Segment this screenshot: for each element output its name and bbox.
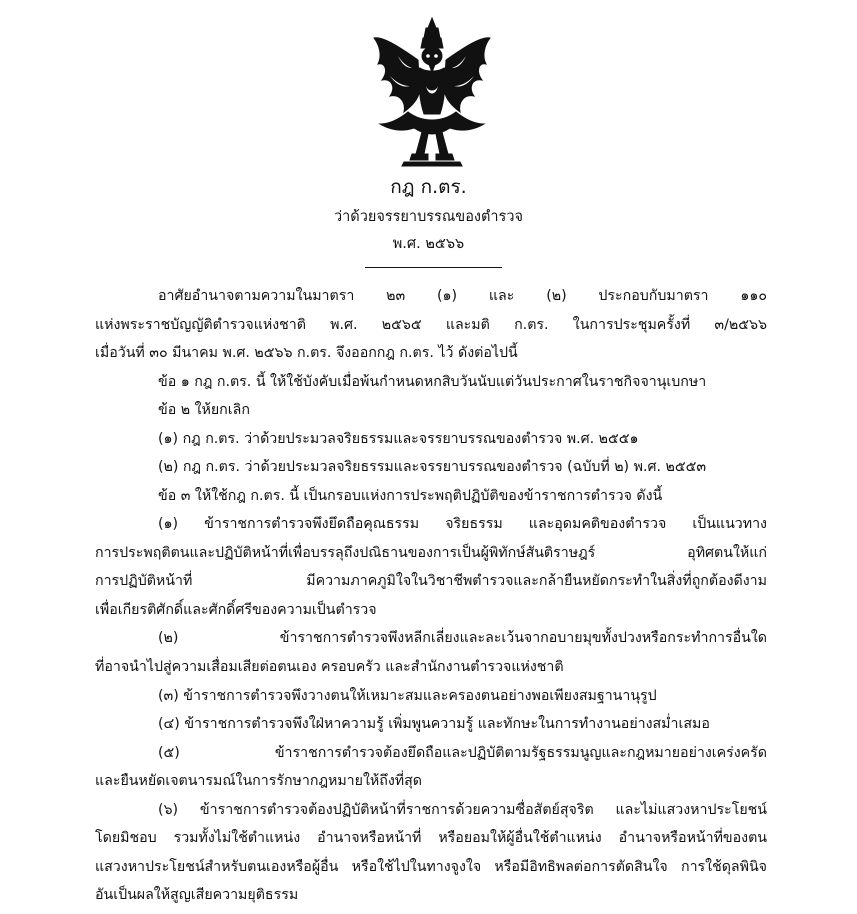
document-subtitle: ว่าด้วยจรรยาบรรณของตำรวจ: [334, 209, 523, 225]
paragraph-line: แสวงหาประโยชน์สำหรับตนเองหรือผู้อื่น หรือใช้ไปในทางจูงใจ หรือมีอิทธิพลต่อการตัดสินใจ การใช้ดุลพินิจ: [95, 859, 767, 875]
paragraph-line: และยืนหยัดเจตนารมณ์ในการรักษากฎหมายให้ถึงที่สุด: [95, 773, 422, 789]
clause-2-item-2: (๒) กฎ ก.ตร. ว่าด้วยประมวลจริยธรรมและจรรยาบรรณของตำรวจ (ฉบับที่ ๒) พ.ศ. ๒๕๕๓: [158, 459, 707, 475]
paragraph-line: การประพฤติตนและปฏิบัติหน้าที่เพื่อบรรลุถึงปณิธานของการเป็นผู้พิทักษ์สันติราษฎร์ อุทิศตนให้แก่: [95, 545, 767, 561]
clause-3-item-6: (๖) ข้าราชการตำรวจต้องปฏิบัติหน้าที่ราชการด้วยความซื่อสัตย์สุจริต และไม่แสวงหาประโยชน์: [158, 802, 767, 818]
garuda-emblem-icon: [368, 16, 496, 168]
clause-3-item-3: (๓) ข้าราชการตำรวจพึงวางตนให้เหมาะสมและครองตนอย่างพอเพียงสมฐานานุรูป: [158, 688, 657, 704]
clause-1: ข้อ ๑ กฎ ก.ตร. นี้ ให้ใช้บังคับเมื่อพ้นกำหนดหกสิบวันนับแต่วันประกาศในราชกิจจานุเบกษา: [158, 374, 707, 390]
paragraph-line: เพื่อเกียรติศักดิ์และศักดิ์ศรีของความเป็นตำรวจ: [95, 602, 377, 618]
paragraph-line: การปฏิบัติหน้าที่ มีความภาคภูมิใจในวิชาชีพตำรวจและกล้ายืนหยัดกระทำในสิ่งที่ถูกต้องดีงาม: [95, 573, 767, 589]
paragraph-line: แห่งพระราชบัญญัติตำรวจแห่งชาติ พ.ศ. ๒๕๖๕ และมติ ก.ตร. ในการประชุมครั้งที่ ๓/๒๕๖๖: [95, 317, 767, 333]
paragraph-line: อันเป็นผลให้สูญเสียความยุติธรรม: [95, 887, 299, 903]
document-title: กฎ ก.ตร.: [390, 176, 467, 198]
paragraph-line: ที่อาจนำไปสู่ความเสื่อมเสียต่อตนเอง ครอบครัว และสำนักงานตำรวจแห่งชาติ: [95, 659, 564, 675]
clause-2: ข้อ ๒ ให้ยกเลิก: [158, 402, 250, 418]
paragraph-line: โดยมิชอบ รวมทั้งไม่ใช้ตำแหน่ง อำนาจหรือหน้าที่ หรือยอมให้ผู้อื่นใช้ตำแหน่ง อำนาจหรือหน้าที่ของตน: [95, 830, 767, 846]
clause-2-item-1: (๑) กฎ ก.ตร. ว่าด้วยประมวลจริยธรรมและจรรยาบรรณของตำรวจ พ.ศ. ๒๕๕๑: [158, 431, 639, 447]
clause-3-item-1: (๑) ข้าราชการตำรวจพึงยึดถือคุณธรรม จริยธรรม และอุดมคติของตำรวจ เป็นแนวทาง: [158, 516, 767, 532]
clause-3: ข้อ ๓ ให้ใช้กฎ ก.ตร. นี้ เป็นกรอบแห่งการประพฤติปฏิบัติของข้าราชการตำรวจ ดังนี้: [158, 488, 663, 504]
paragraph-line: เมื่อวันที่ ๓๐ มีนาคม พ.ศ. ๒๕๖๖ ก.ตร. จึงออกกฎ ก.ตร. ไว้ ดังต่อไปนี้: [95, 345, 518, 361]
clause-3-item-4: (๔) ข้าราชการตำรวจพึงใฝ่หาความรู้ เพิ่มพูนความรู้ และทักษะในการทำงานอย่างสม่ำเสมอ: [158, 716, 710, 732]
paragraph-line: อาศัยอำนาจตามความในมาตรา ๒๓ (๑) และ (๒) ประกอบกับมาตรา ๑๑๐: [158, 288, 767, 304]
clause-3-item-5: (๕) ข้าราชการตำรวจต้องยึดถือและปฏิบัติตามรัฐธรรมนูญและกฎหมายอย่างเคร่งครัด: [158, 745, 767, 761]
title-divider: [365, 267, 502, 268]
document-year: พ.ศ. ๒๕๖๖: [392, 236, 465, 252]
clause-3-item-2: (๒) ข้าราชการตำรวจพึงหลีกเลี่ยงและละเว้นจากอบายมุขทั้งปวงหรือกระทำการอื่นใด: [158, 630, 767, 646]
